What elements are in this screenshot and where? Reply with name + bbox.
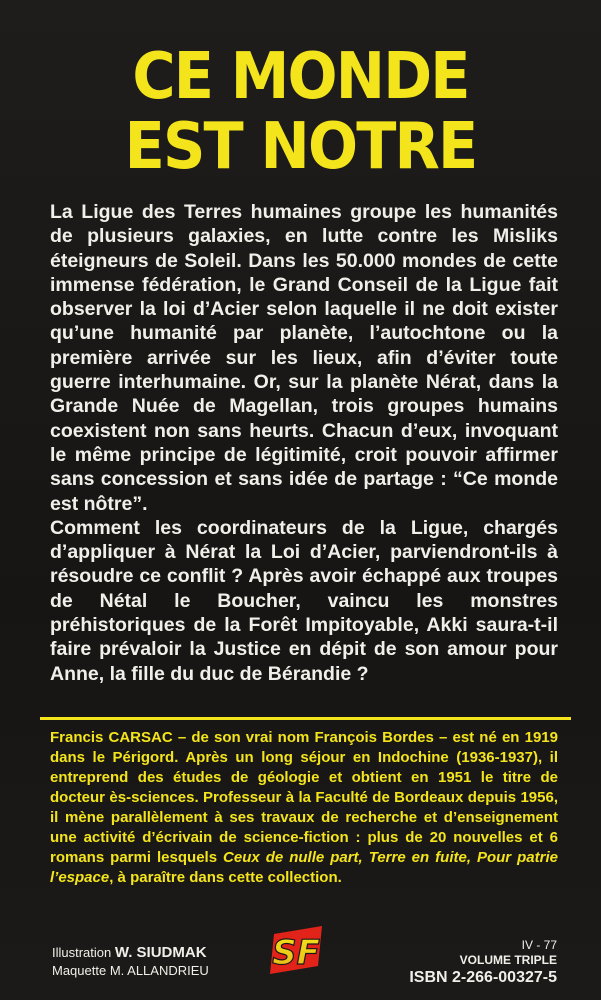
author-bio [50,728,558,888]
book-title-line-2: EST NOTRE [124,110,477,184]
author-bio-tail: , à paraître dans cette collection. [109,869,342,886]
sf-logo-icon [262,920,328,986]
book-title [24,42,577,182]
sf-logo-text: SF [272,933,320,973]
divider [40,717,571,720]
isbn: ISBN 2-266-00327-5 [409,969,557,986]
illustration-credit [52,944,209,962]
book-title-line-1: CE MONDE [132,40,469,114]
illustration-label: Illustration [52,945,112,960]
maquette-credit: Maquette M. ALLANDRIEU [52,963,209,978]
author-works: Ceux de nulle part, Terre en fuite, Pour patrie l’espace [50,849,558,886]
book-info [387,938,557,989]
author-bio-text: Francis CARSAC – de son vrai nom François Bordes – est né en 1919 dans le Périgord. Après un long séjour en Indochine (1936-1937), il entreprend des études de géologie et obtient en 1951 le titre de docteur ès-sciences. Professeur à la Faculté de Bordeaux depuis 1956, il mène parallèlement à ses travaux de recherche et d’enseignement une activité d’écrivain de science-fiction : plus de 20 nouvelles et 6 romans parmi lesquels [50,729,558,866]
synopsis-paragraph-1: La Ligue des Terres humaines groupe les humanités de plusieurs galaxies, en lutte contre les Misliks éteigneurs de Soleil. Dans les 50.000 mondes de cette immense fédération, le Grand Conseil de la Ligue fait observer la loi d’Acier selon laquelle il ne doit exister qu’une humanité par planète, l’autochtone ou la première arrivée sur les lieux, afin d’éviter toute guerre interhumaine. Or, sur la planète Nérat, dans la Grande Nuée de Magellan, trois groupes humains coexistent non sans heurts. Chacun d’eux, invoquant le même principe de légitimité, croit pouvoir affirmer sans concession et sans idée de partage : “Ce monde est nôtre”. [50,201,558,515]
volume-label: VOLUME TRIPLE [459,953,557,967]
synopsis [50,200,558,686]
credits [52,944,209,980]
catalog-code: IV - 77 [521,938,557,952]
illustrator-name: W. SIUDMAK [114,944,207,961]
synopsis-paragraph-2: Comment les coordinateurs de la Ligue, chargés d’appliquer à Nérat la Loi d’Acier, parviendront-ils à résoudre ce conflit ? Après avoir échappé aux troupes de Nétal le Boucher, vaincu les monstres préhistoriques de la Forêt Impitoyable, Akki saura-t-il faire prévaloir la Justice en dépit de son amour pour Anne, la fille du duc de Bérandie ? [50,516,558,685]
